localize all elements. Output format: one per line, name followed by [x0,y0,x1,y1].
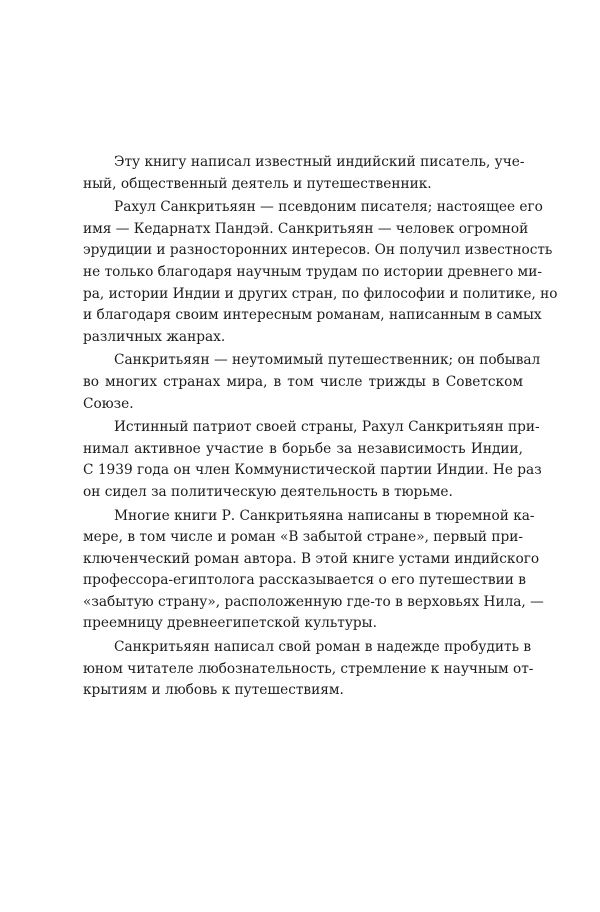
text-line: нимал активное участие в борьбе за независимость Индии, [83,440,523,457]
text-line: во многих странах мира, в том числе трижды в Советском [83,373,523,390]
paragraph-4 [83,417,542,503]
text-line: он сидел за политическую деятельность в тюрьме. [83,483,453,500]
text-line: ный, общественный деятель и путешественник. [83,175,432,192]
text-line: различных жанрах. [83,328,226,345]
paragraph-5 [83,506,544,636]
text-line: не только благодаря научным трудам по истории древнего ми- [83,263,542,280]
text-line: крытиям и любовь к путешествиям. [83,682,344,699]
text-line: профессора-египтолога рассказывается о его путешествии в [83,572,526,589]
paragraph-2 [83,197,558,348]
paragraph-3 [83,350,541,415]
text-line: Эту книгу написал известный индийский писатель, уче- [114,154,525,170]
text-line: юном читателе любознательность, стремление к научным от- [83,660,534,677]
text-line: Санкритьяян — неутомимый путешественник; он побывал [114,352,541,369]
text-line: «забытую страну», расположенную где-то в верховьях Нила, — [83,593,544,610]
paragraph-1 [83,152,523,195]
text-line: имя — Кедарнатх Пандэй. Санкритьяян — человек огромной [83,220,529,237]
text-line: Рахул Санкритьяян — псевдоним писателя; настоящее его [114,199,543,216]
preface-text [83,152,558,702]
text-line: ра, истории Индии и других стран, по философии и политике, но [83,285,558,302]
text-line: Истинный патриот своей страны, Рахул Санкритьяян при- [114,419,540,436]
text-line: Многие книги Р. Санкритьяяна написаны в тюремной ка- [114,507,535,524]
text-line: С 1939 года он член Коммунистической партии Индии. Не раз [83,462,542,479]
text-line: ключенческий роман автора. В этой книге устами индийского [83,550,540,567]
paragraph-6 [83,637,534,702]
text-line: и благодаря своим интересным романам, написанным в самых [83,307,542,324]
text-line: преемницу древнеегипетской культуры. [83,615,377,632]
text-line: эрудиции и разносторонних интересов. Он получил известность [83,242,553,259]
text-line: Союзе. [83,395,134,412]
text-line: мере, в том числе и роман «В забытой стране», первый при- [83,529,523,546]
text-line: Санкритьяян написал свой роман в надежде пробудить в [114,639,532,656]
